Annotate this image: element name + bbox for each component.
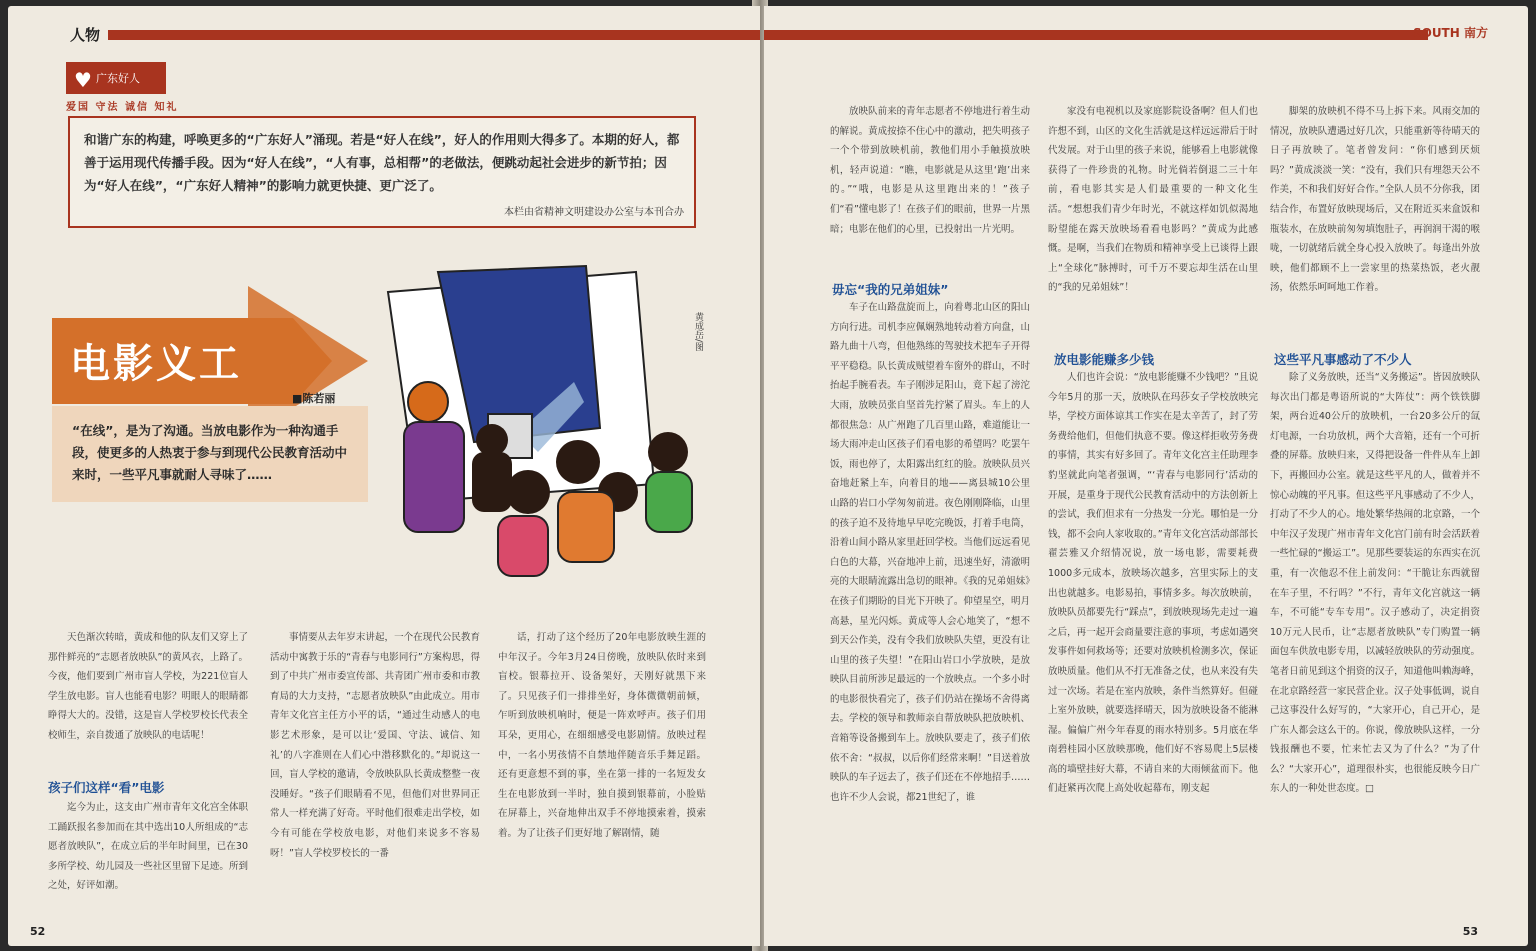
section-cn: 南方 <box>1463 26 1488 40</box>
page-number-right: 53 <box>1462 925 1478 938</box>
paragraph: 放映队前来的青年志愿者不停地进行着生动的解说。黄成按捺不住心中的激动，把失明孩子一个个带到放映机前，教他们用小手触摸放映机，轻声说道：“瞧，电影就是从这里‘跑’出来的。”“哦，电影是从这里跑出来的！”孩子们“看”懂电影了！在孩子们的眼前，世界一片黑暗；电影在他们的心里，已投射出一片光明。 <box>830 106 1030 235</box>
paragraph: 除了义务放映，还当“义务搬运”。皆因放映队每次出门都是粤语所说的“大阵仗”：两个铁铁脚架，两台近40公斤的放映机，一台20多公斤的氙灯电源，一台功放机，两个大音箱，还有一个可折叠的屏幕。放映归来，又得把设备一件件从车上卸下，再搬回办公室。就是这些平凡的人，做着并不惊心动魄的平凡事。但这些平凡事感动了不少人，打动了不少人的心。地处繁华热闹的北京路，一个中年汉子发现广州市青年文化宫门前有时会活跃着一些忙碌的“搬运工”。见那些要装运的东西实在沉重，有一次他忍不住上前发问：“干脆让东西就留在车子里，不行吗？”不行，青年文化宫就这一辆车，不可能“专车专用”。汉子感动了，决定捐资10万元人民币，让“志愿者放映队”专门购置一辆面包车供放电影专用，以减轻放映队的劳动强度。笔者日前见到这个捐资的汉子，知道他叫赖海峰，在北京路经营一家民营企业。汉子处事低调，说自己这事没什么好写的，“大家开心，自己开心，是广东人都会这么干的。你说，像放映队这样，一分钱报酬也不要，忙来忙去又为了什么？”为了什么？“大家开心”，道理很朴实，也很能反映今日广东人的一种处世态度。□ <box>1270 372 1480 795</box>
subheading: 这些平凡事感动了不少人 <box>1274 352 1412 367</box>
projector-illustration <box>378 252 708 582</box>
right-column-1b <box>830 298 1030 910</box>
paragraph: 天色渐次转暗，黄成和他的队友们又穿上了那件鲜亮的“志愿者放映队”的黄风衣，上路了。今夜，他们要到广州市盲人学校，为221位盲人学生放电影。盲人也能看电影？明眼人的眼睛都睁得大大的。没错，这是盲人学校罗校长代表全校师生，亲自拨通了放映队的电话呢！ <box>48 632 248 741</box>
article-title: 电影义工 <box>70 340 242 387</box>
paragraph: 家没有电视机以及家庭影院设备啊？但人们也许想不到，山区的文化生活就是这样远远滞后于时代发展。对于山里的孩子来说，能够看上电影就像获得了一件珍贵的礼物。时光倘若倒退二三十年前，看电影其实是人们最重要的一种文化生活。“想想我们青少年时光，不就这样如饥似渴地盼望能在露天放映场看看电影吗？”黄成为此感慨。是啊，当我们在物质和精神享受上已谈得上跟上“全球化”脉搏时，可千万不要忘却生活在山里的“我的兄弟姐妹”！ <box>1048 106 1258 294</box>
intro-box <box>68 116 696 228</box>
right-column-1a <box>830 102 1030 262</box>
guangdong-good-people-logo <box>66 62 166 94</box>
right-column-3b <box>1270 368 1480 910</box>
left-column-1 <box>48 628 248 778</box>
subheading: 孩子们这样“看”电影 <box>48 780 165 795</box>
header-rule <box>108 30 760 40</box>
right-column-3a <box>1270 102 1480 334</box>
page-number-left: 52 <box>30 925 46 938</box>
paragraph: 车子在山路盘旋而上，向着粤北山区的阳山方向行进。司机李应佩娴熟地转动着方向盘，山路九曲十八弯，但他熟练的驾驶技术把车子开得平平稳稳。队长黄成贼望着车窗外的群山，不时抬起手腕看表。车子刚涉足阳山，竟下起了滂沱大雨，放映员张自坚首先拧紧了眉头。车上的人都很焦急：从广州跑了几百里山路，难道能让一场大雨冲走山区孩子们看电影的希望吗？吃罢午饭，雨也停了，太阳露出红红的脸。放映队员兴奋地赶紧上车，向着目的地——离县城10公里山路的岩口小学匆匆前进。夜色刚刚降临，山里的孩子迫不及待地早早吃完晚饭，打着手电筒，沿着山间小路从家里赶回学校。当他们远远看见白色的大幕，兴奋地冲上前，迅速坐好，清澈明亮的大眼睛流露出急切的眼神。《我的兄弟姐妹》在孩子们期盼的目光下开映了。仰望星空，明月高悬，星光闪烁。黄成等人会心地笑了，“想不到天公作美，没有令我们放映队失望，更没有让山里的孩子失望！”在阳山岩口小学放映，是放映队目前所涉足最远的一个放映点。一个多小时的电影很快看完了，孩子们仍站在操场不舍得离去。学校的领导和教师亲自帮放映队把放映机、音箱等设备搬到车上。放映队要走了，孩子们依依不舍：“叔叔，以后你们经常来啊！”目送着放映队的车子远去了，孩子们还在不停地招手……也许不少人会说，都21世纪了，谁 <box>830 302 1030 803</box>
header-rule <box>764 30 1428 40</box>
logo-text: 广东好人 <box>96 72 140 85</box>
intro-text: 和谐广东的构建，呼唤更多的“广东好人”涌现。若是“好人在线”，好人的作用则大得多了。本期的好人，都善于运用现代传播手段。因为“好人在线”，“人有事，总相帮”的老做法，便跳动起社会进步的新节拍；因为“好人在线”，“广东好人精神”的影响力就更快捷、更广泛了。 <box>84 132 680 193</box>
paragraph: 脚架的放映机不得不马上拆下来。风雨交加的情况，放映队遭遇过好几次，只能重新等待晴天的日子再放映了。笔者曾发问：“你们感到厌烦吗？”黄成淡淡一笑：“没有，我们只有埋怨天公不作美，不和我们好好合作。”全队人员不分你我，团结合作，布置好放映现场后，又在附近买来盒饭和瓶装水，在放映前匆匆填饱肚子，再润润干渴的喉咙，一切就绪后就全身心投入放映了。每逢出外放映，他们都顾不上一尝家里的热菜热饭，老火靓汤，依然乐呵呵地工作着。 <box>1270 106 1480 294</box>
illustrator-credit: 黄成岳/图 <box>693 312 703 352</box>
paragraph: 话，打动了这个经历了20年电影放映生涯的中年汉子。今年3月24日傍晚，放映队依时来到盲校。银幕拉开、设备架好，天刚好就黑下来了。只见孩子们一排排坐好，身体微微朝前倾，乍听到放映机响时，便是一阵欢呼声。孩子们用耳朵，更用心，在细细感受电影剧情。放映过程中，一名小男孩情不自禁地伴随音乐手舞足蹈。还有更意想不到的事，坐在第一排的一名短发女生在电影放到一半时，独自摸到银幕前，小脸贴在屏幕上，兴奋地伸出双手不停地摸索着，摸索着。为了让孩子们更好地了解剧情，随 <box>498 632 706 839</box>
left-page <box>8 6 760 946</box>
right-column-2b <box>1048 368 1258 910</box>
left-column-3 <box>498 628 706 912</box>
motto: 爱国 守法 诚信 知礼 <box>66 102 179 113</box>
section-tag: 人物 <box>70 26 101 44</box>
lede-box <box>52 406 368 502</box>
subheading: 毋忘“我的兄弟姐妹” <box>832 282 949 297</box>
paragraph: 人们也许会说：“放电影能赚不少钱吧？”且说今年5月的那一天，放映队在玛莎女子学校放映完毕，学校方面体谅其工作实在是太辛苦了，封了劳务费给他们，但他们执意不要。像这样拒收劳务费的事情，其实有好多回了。青年文化宫主任助理李豹坚就此向笔者强调，“‘青春与电影同行’活动的开展，是重身于现代公民教育活动中的方法创新上的尝试，我们但求有一分热发一分光。哪怕是一分钱，都不会向人家收取的。”青年文化宫活动部部长翟芸雅又介绍情况说，放一场电影，需要耗费1000多元成本，放映场次越多，宫里实际上的支出也就越多。电影易拍，事情多多。每次放映前，放映队员都要先行“踩点”，到放映现场先走过一遍之后，再一起开会商量要注意的事项，考虑如遇突发事件如何救场等；还要对放映机检测多次，保证放映质量。他们从不打无准备之仗，也从来没有失过一次场。若是在室内放映，条件当然算好。但碰上室外放映，就要选择晴天，因为放映设备不能淋湿。偏偏广州今年春夏的雨水特别多。5月底在华南碧桂园小区放映那晚，他们好不容易爬上5层楼高的墙壁挂好大幕，不请自来的大雨倾盆而下。他们赶紧再次爬上高处收起幕布，刚支起 <box>1048 372 1258 795</box>
left-column-2 <box>270 628 480 912</box>
right-page <box>764 6 1528 946</box>
section-en: SOUTH <box>1412 26 1460 40</box>
paragraph: 迄今为止，这支由广州市青年文化宫全体职工踊跃报名参加而在其中选出10人所组成的“志愿者放映队”，在成立后的半年时间里，已在30多所学校、幼儿园及一些社区里留下足迹。所到之处，好评如潮。 <box>48 802 248 892</box>
heart-icon: ♥ <box>74 68 92 92</box>
subheading: 放电影能赚多少钱 <box>1054 352 1155 367</box>
paragraph: 事情要从去年岁末讲起，一个在现代公民教育活动中寓教于乐的“青春与电影同行”方案构思，得到了中共广州市委宣传部、共青团广州市委和市教育局的大力支持，“志愿者放映队”由此成立。用市青年文化宫主任方小平的话，“通过生动感人的电影艺术形象，是可以让‘爱国、守法、诚信、知礼’的八字准则在人们心中潜移默化的。”却说这一回，盲人学校的邀请，令放映队队长黄成整整一夜没睡好。“孩子们眼睛看不见，但他们对世界同正常人一样充满了好奇。平时他们很难走出学校，如今有可能在学校放电影，对他们来说多不容易呀！”盲人学校罗校长的一番 <box>270 632 480 859</box>
lede-text: “在线”，是为了沟通。当放电影作为一种沟通手段，使更多的人热衷于参与到现代公民教育活动中来时，一些平凡事就耐人寻味了…… <box>72 423 348 482</box>
intro-credit: 本栏由省精神文明建设办公室与本刊合办 <box>504 207 684 218</box>
right-column-2a <box>1048 102 1258 334</box>
left-column-1b <box>48 798 248 912</box>
author-byline: ■陈若丽 <box>292 392 336 405</box>
section-tag <box>1413 24 1488 41</box>
